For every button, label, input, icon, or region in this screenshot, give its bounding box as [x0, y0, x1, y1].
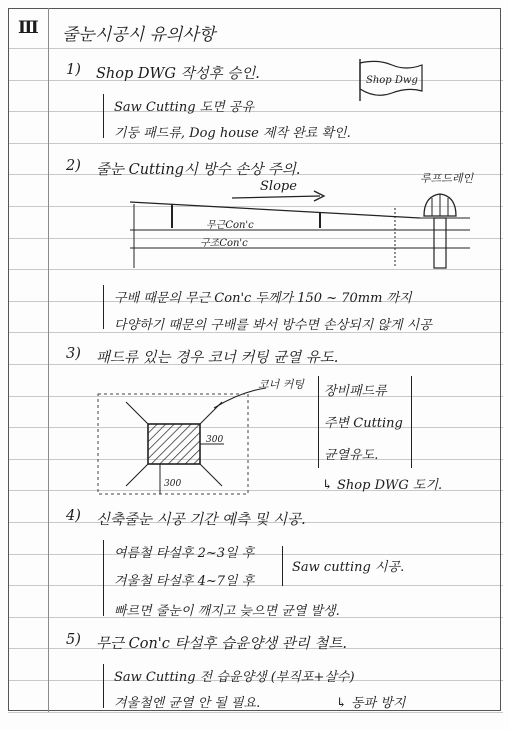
item-2-bracket [103, 285, 104, 329]
item-4-bullet-2: 겨울철 타설후 4~7일 후 [114, 574, 255, 589]
margin-line [48, 8, 49, 712]
item-5-bullet-2: 겨울철엔 균열 안 될 필요. [114, 696, 261, 711]
slope-label: Slope [260, 179, 297, 194]
item-5-note: ↳ 동파 방지 [336, 696, 406, 711]
item-4-bullet-3: 빠르면 줄눈이 깨지고 늦으면 균열 발생. [114, 604, 340, 619]
pad-note-1: 장비패드류 [324, 384, 387, 399]
item-4-inner-bracket [282, 546, 283, 586]
drain-label: 루프드레인 [420, 172, 474, 185]
corner-cut-label: 코너 커팅 [258, 378, 305, 391]
dim-bottom: 300 [164, 479, 182, 489]
pad-note-3: 균열유도. [324, 448, 379, 463]
item-2-number: 2) [66, 158, 81, 174]
pad-corner-cut-diagram [90, 372, 310, 500]
item-3-number: 3) [66, 346, 81, 362]
slope-section-diagram [120, 168, 495, 280]
layer-1-label: 무근Con'c [206, 220, 254, 231]
item-4-bullet-1: 여름철 타설후 2~3일 후 [114, 546, 255, 561]
layer-2-label: 구조Con'c [200, 238, 248, 249]
item-4-title: 신축줄눈 시공 기간 예측 및 시공. [96, 512, 306, 528]
item-3-title: 패드류 있는 경우 코너 커팅 균열 유도. [96, 350, 339, 366]
item-2-title: 줄눈 Cutting시 방수 손상 주의. [96, 162, 301, 178]
item-5-title: 무근 Con'c 타설후 습윤양생 관리 철트. [96, 636, 348, 652]
pad-side-note: ↳ Shop DWG 도기. [322, 478, 443, 493]
ruled-line [8, 712, 503, 713]
item-1-title: Shop DWG 작성후 승인. [96, 66, 260, 82]
item-5-bullet-1: Saw Cutting 전 습윤양생 (부직포+살수) [114, 670, 355, 685]
item-5-bracket [103, 664, 104, 708]
item-1-bullet-1: Saw Cutting 도면 공유 [114, 100, 255, 115]
item-1-bracket [103, 94, 104, 138]
item-4-number: 4) [66, 508, 81, 524]
pad-note-2: 주변 Cutting [324, 416, 403, 431]
dim-right: 300 [206, 435, 224, 445]
item-1-number: 1) [66, 62, 81, 78]
section-number: Ⅲ [18, 18, 39, 38]
item-5-number: 5) [66, 632, 81, 648]
item-1-bullet-2: 기둥 패드류, Dog house 제작 완료 확인. [114, 126, 351, 141]
item-2-bullet-1: 구배 때문의 무근 Con'c 두께가 150 ~ 70mm 까지 [114, 291, 412, 306]
flag-label: Shop Dwg [366, 75, 418, 86]
shop-dwg-flag-icon [352, 55, 426, 103]
item-2-bullet-2: 다양하기 때문의 구배를 봐서 방수면 손상되지 않게 시공 [114, 318, 432, 333]
item-4-bracket [103, 540, 104, 616]
section-title: 줄눈시공시 유의사항 [62, 25, 216, 45]
item-4-bracket-note: Saw cutting 시공. [292, 560, 405, 575]
